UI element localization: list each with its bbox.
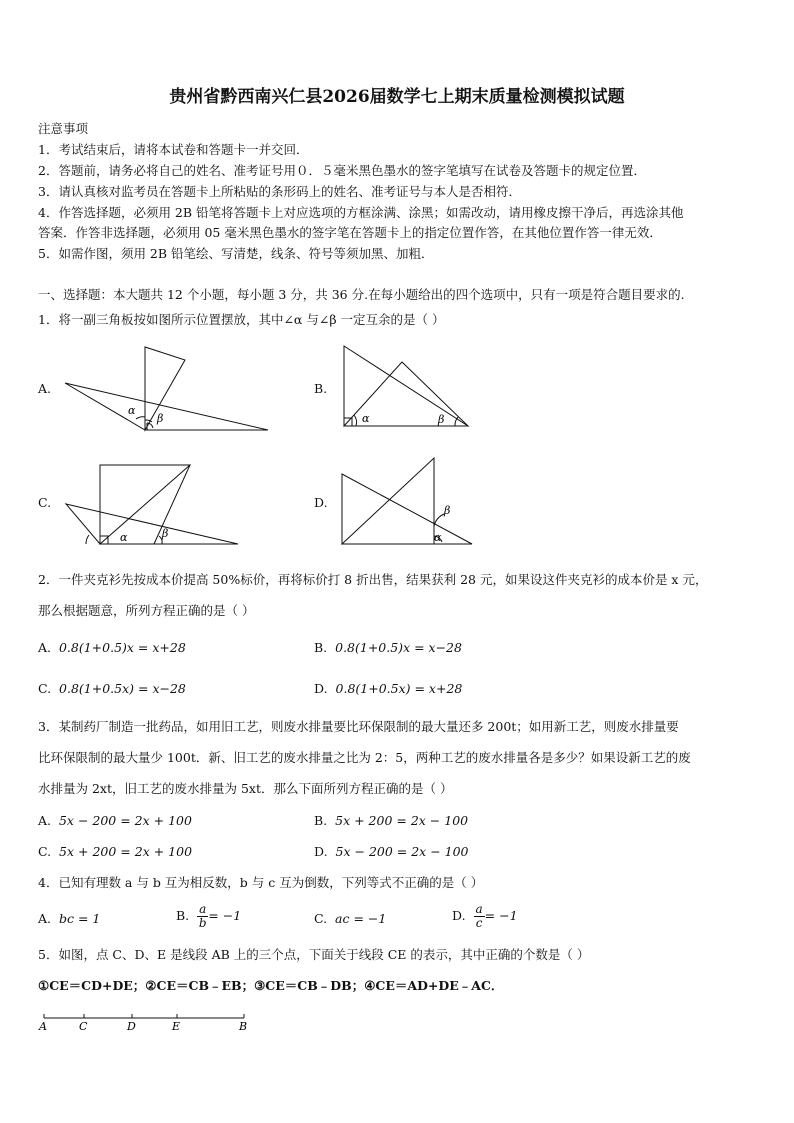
exam-title: 贵州省黔西南兴仁县2026届数学七上期末质量检测模拟试题 <box>169 87 625 107</box>
point-label: C <box>79 1020 88 1033</box>
q2-option-c: C. 0.8(1+0.5x) = x−28 <box>38 681 186 696</box>
alpha-label: α <box>128 404 136 417</box>
notice-item: 4．作答选择题，必须用 2B 铅笔将答题卡上对应选项的方框涂满、涂黑；如需改动，请用橡皮擦干净后，再选涂其他 <box>38 205 684 220</box>
question-1-stem: 1．将一副三角板按如图所示位置摆放，其中∠α 与∠β 一定互余的是（ ） <box>38 312 445 327</box>
question-5-stem: 5．如图，点 C、D、E 是线段 AB 上的三个点，下面关于线段 CE 的表示，其中正确的个数是（ ） <box>38 947 590 962</box>
beta-label: β <box>444 504 451 517</box>
alpha-label: α <box>434 531 442 544</box>
q1-figure-c <box>62 460 244 548</box>
q2-option-b: B. 0.8(1+0.5)x = x−28 <box>314 640 462 655</box>
q1-option-a-label: A. <box>38 381 52 396</box>
q4-option-a: A. bc = 1 <box>38 911 101 926</box>
notice-heading: 注意事项 <box>38 121 89 136</box>
beta-label: β <box>162 527 169 540</box>
q4-option-d: D. $\frac{a}{c}$ = −1 <box>452 902 518 930</box>
question-3-stem-cont: 水排量为 2xt，旧工艺的废水排量为 5xt．那么下面所列方程正确的是（ ） <box>38 781 453 796</box>
q3-option-b: B. 5x + 200 = 2x − 100 <box>314 813 469 828</box>
fraction: $\frac{a}{b}$ <box>198 902 207 930</box>
notice-item: 3．请认真核对监考员在答题卡上所粘贴的条形码上的姓名、准考证号与本人是否相符． <box>38 184 521 199</box>
q2-option-a: A. 0.8(1+0.5)x = x+28 <box>38 640 186 655</box>
q1-figure-b <box>340 342 475 432</box>
q4-option-c: C. ac = −1 <box>314 911 387 926</box>
notice-item: 2．答题前，请务必将自己的姓名、准考证号用０．５毫米黑色墨水的签字笔填写在试卷及答题卡的规定位置． <box>38 163 646 178</box>
notice-item: 答案．作答非选择题，必须用 05 毫米黑色墨水的签字笔在答题卡上的指定位置作答，在其他位置作答一律无效． <box>38 225 662 240</box>
question-5-statements: ①CE＝CD+DE；②CE＝CB﹣EB；③CE＝CB﹣DB；④CE＝AD+DE﹣AC． <box>38 978 504 993</box>
beta-label: β <box>157 412 164 425</box>
alpha-label: α <box>362 412 370 425</box>
notice-item: 1．考试结束后，请将本试卷和答题卡一并交回． <box>38 142 309 157</box>
q3-option-c: C. 5x + 200 = 2x + 100 <box>38 844 193 859</box>
beta-label: β <box>438 413 445 426</box>
q1-option-b-label: B. <box>314 381 328 396</box>
point-label: A <box>39 1020 47 1033</box>
point-label: B <box>239 1020 248 1033</box>
q2-option-d: D. 0.8(1+0.5x) = x+28 <box>314 681 463 696</box>
section-heading: 一、选择题：本大题共 12 个小题，每小题 3 分，共 36 分.在每小题给出的四个选项中，只有一项是符合题目要求的. <box>38 287 685 302</box>
fraction: $\frac{a}{c}$ <box>475 902 483 930</box>
point-label: E <box>172 1020 181 1033</box>
q4-option-b: B. $\frac{a}{b}$ = −1 <box>176 902 242 930</box>
segment-ab-figure <box>38 1010 253 1038</box>
question-2-stem-cont: 那么根据题意，所列方程正确的是（ ） <box>38 603 255 618</box>
notice-item: 5．如需作图，须用 2B 铅笔绘、写清楚，线条、符号等须加黑、加粗． <box>38 246 434 261</box>
q1-figure-a <box>60 335 272 435</box>
q1-option-c-label: C. <box>38 495 52 510</box>
q3-option-d: D. 5x − 200 = 2x − 100 <box>314 844 469 859</box>
question-3-stem-cont: 比环保限制的最大量少 100t．新、旧工艺的废水排量之比为 2：5，两种工艺的废水排量各是多少？如果设新工艺的废 <box>38 750 691 765</box>
point-label: D <box>127 1020 136 1033</box>
question-2-stem: 2．一件夹克衫先按成本价提高 50%标价，再将标价打 8 折出售，结果获利 28 元，如果设这件夹克衫的成本价是 x 元， <box>38 572 708 587</box>
alpha-label: α <box>120 531 128 544</box>
question-4-stem: 4．已知有理数 a 与 b 互为相反数，b 与 c 互为倒数，下列等式不正确的是（ ） <box>38 875 484 890</box>
q3-option-a: A. 5x − 200 = 2x + 100 <box>38 813 192 828</box>
question-3-stem: 3．某制药厂制造一批药品，如用旧工艺，则废水排量要比环保限制的最大量还多 200t；如用新工艺，则废水排量要 <box>38 719 679 734</box>
q1-figure-d <box>338 454 478 548</box>
q1-option-d-label: D. <box>314 495 328 510</box>
